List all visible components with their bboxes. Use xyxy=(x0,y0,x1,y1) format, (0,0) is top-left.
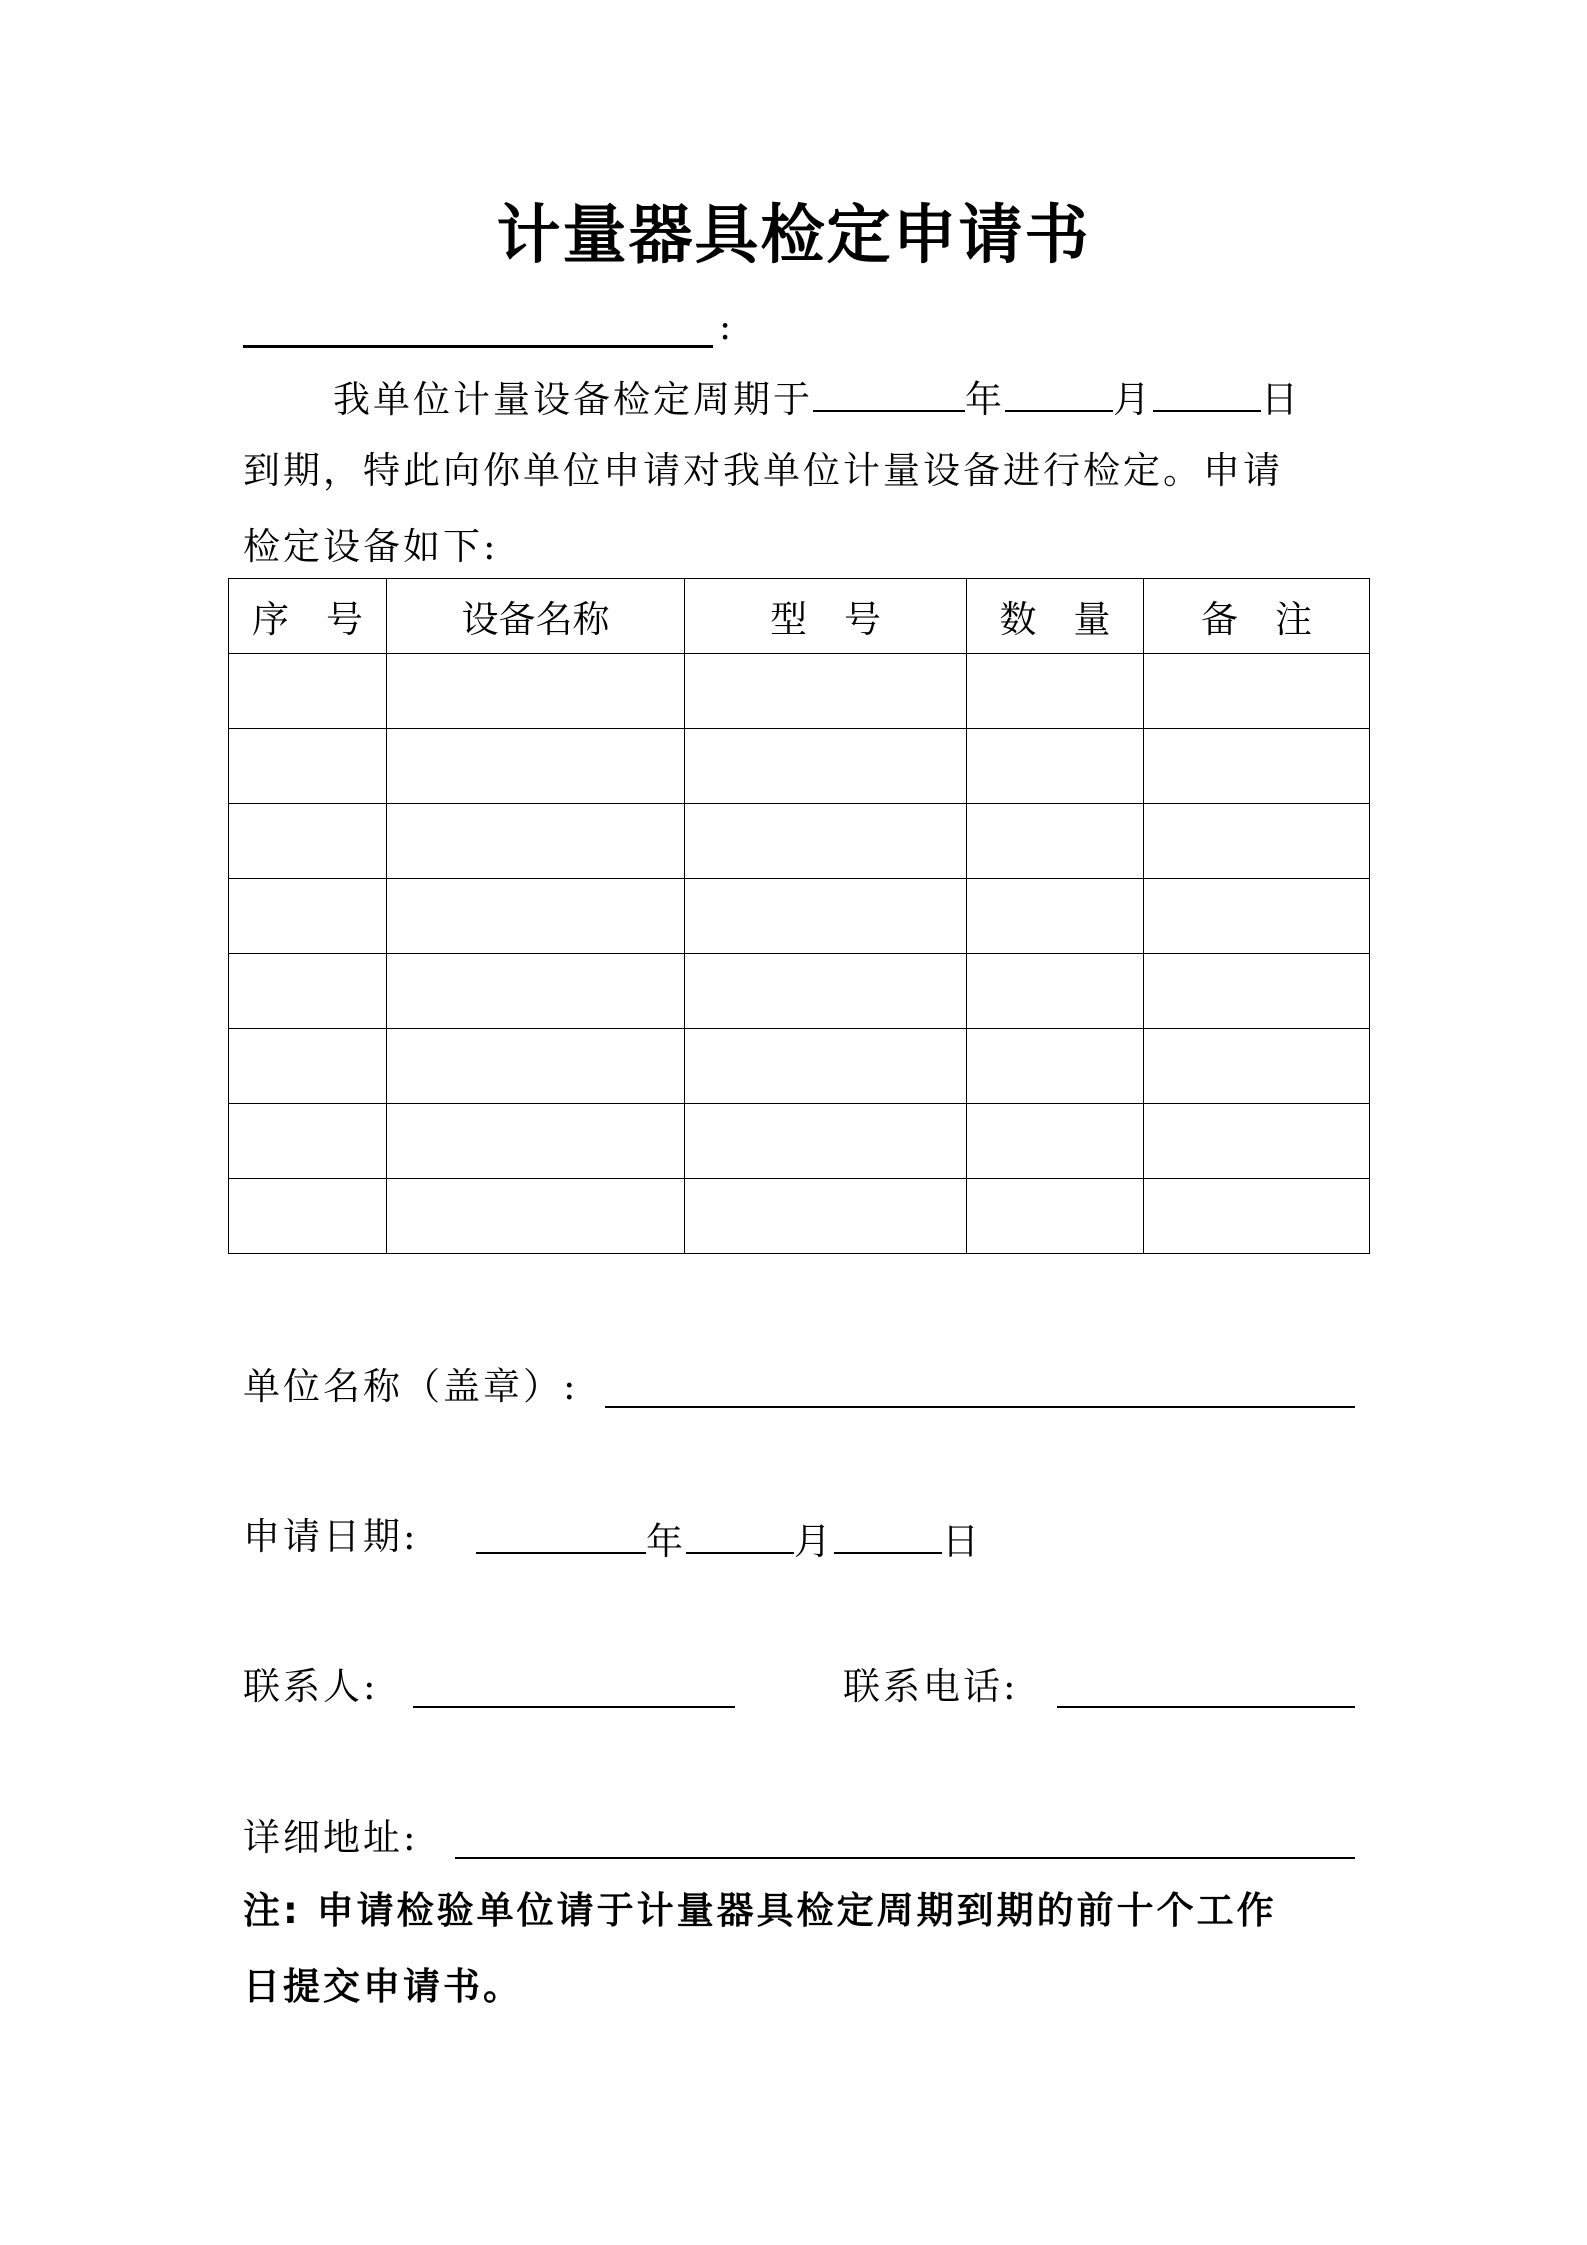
cell-device-name[interactable] xyxy=(387,1104,685,1179)
cell-serial[interactable] xyxy=(229,879,387,954)
phone-blank[interactable] xyxy=(1057,1660,1355,1708)
cell-model[interactable] xyxy=(685,1029,967,1104)
cell-remarks[interactable] xyxy=(1144,729,1370,804)
table-row xyxy=(229,1029,1370,1104)
cell-serial[interactable] xyxy=(229,1179,387,1254)
header-device-name: 设备名称 xyxy=(387,579,685,654)
table-header-row xyxy=(229,579,1370,654)
cell-remarks[interactable] xyxy=(1144,879,1370,954)
cell-quantity[interactable] xyxy=(967,954,1144,1029)
header-serial-number: 序 号 xyxy=(229,579,387,654)
cell-serial[interactable] xyxy=(229,804,387,879)
contact-blank[interactable] xyxy=(413,1660,735,1708)
table-row xyxy=(229,1104,1370,1179)
cell-device-name[interactable] xyxy=(387,804,685,879)
unit-name-blank[interactable] xyxy=(605,1360,1355,1408)
cell-serial[interactable] xyxy=(229,729,387,804)
apply-year-blank[interactable] xyxy=(476,1512,646,1554)
cell-serial[interactable] xyxy=(229,1029,387,1104)
cell-quantity[interactable] xyxy=(967,654,1144,729)
cell-quantity[interactable] xyxy=(967,1179,1144,1254)
cell-quantity[interactable] xyxy=(967,1029,1144,1104)
contact-label: 联系人: xyxy=(243,1665,379,1708)
cell-remarks[interactable] xyxy=(1144,954,1370,1029)
table-row xyxy=(229,954,1370,1029)
cell-serial[interactable] xyxy=(229,1104,387,1179)
addressee-colon: : xyxy=(719,307,732,348)
expiry-year-blank[interactable] xyxy=(813,370,965,412)
address-blank[interactable] xyxy=(455,1811,1355,1859)
table-row xyxy=(229,879,1370,954)
cell-device-name[interactable] xyxy=(387,1179,685,1254)
intro-line-2: 到期，特此向你单位申请对我单位计量设备进行检定。申请 xyxy=(243,449,1283,492)
apply-date-label: 申请日期: xyxy=(243,1515,419,1558)
cell-remarks[interactable] xyxy=(1144,1179,1370,1254)
document-title: 计量器具检定申请书 xyxy=(496,199,1091,273)
cell-remarks[interactable] xyxy=(1144,1029,1370,1104)
cell-model[interactable] xyxy=(685,879,967,954)
intro-line-3: 检定设备如下: xyxy=(243,525,499,568)
note-line-2: 日提交申请书。 xyxy=(243,1965,523,2008)
cell-device-name[interactable] xyxy=(387,879,685,954)
cell-model[interactable] xyxy=(685,1179,967,1254)
cell-quantity[interactable] xyxy=(967,1104,1144,1179)
cell-quantity[interactable] xyxy=(967,879,1144,954)
header-quantity: 数 量 xyxy=(967,579,1144,654)
apply-month-blank[interactable] xyxy=(686,1512,794,1554)
cell-model[interactable] xyxy=(685,654,967,729)
header-remarks: 备 注 xyxy=(1144,579,1370,654)
table-row xyxy=(229,804,1370,879)
phone-label: 联系电话: xyxy=(843,1665,1019,1708)
cell-remarks[interactable] xyxy=(1144,654,1370,729)
table-row xyxy=(229,1179,1370,1254)
header-model: 型 号 xyxy=(685,579,967,654)
addressee-blank[interactable] xyxy=(243,305,713,348)
intro-line-1: 我单位计量设备检定周期于 年 月 日 xyxy=(333,370,1356,425)
cell-model[interactable] xyxy=(685,1104,967,1179)
cell-remarks[interactable] xyxy=(1144,1104,1370,1179)
expiry-day-blank[interactable] xyxy=(1153,370,1261,412)
cell-quantity[interactable] xyxy=(967,729,1144,804)
cell-serial[interactable] xyxy=(229,954,387,1029)
table-row xyxy=(229,729,1370,804)
cell-device-name[interactable] xyxy=(387,954,685,1029)
cell-device-name[interactable] xyxy=(387,1029,685,1104)
expiry-month-blank[interactable] xyxy=(1005,370,1113,412)
cell-model[interactable] xyxy=(685,729,967,804)
addressee-line xyxy=(243,300,731,348)
address-label: 详细地址: xyxy=(243,1816,419,1859)
apply-date-fields: 年 月 日 xyxy=(476,1512,982,1567)
cell-remarks[interactable] xyxy=(1144,804,1370,879)
cell-serial[interactable] xyxy=(229,654,387,729)
apply-day-blank[interactable] xyxy=(834,1512,942,1554)
note-line-1: 注: 申请检验单位请于计量器具检定周期到期的前十个工作 xyxy=(243,1889,1277,1932)
unit-name-label: 单位名称（盖章）: xyxy=(243,1365,579,1408)
cell-quantity[interactable] xyxy=(967,804,1144,879)
table-row xyxy=(229,654,1370,729)
cell-device-name[interactable] xyxy=(387,654,685,729)
cell-model[interactable] xyxy=(685,954,967,1029)
cell-model[interactable] xyxy=(685,804,967,879)
equipment-table xyxy=(228,578,1370,1254)
cell-device-name[interactable] xyxy=(387,729,685,804)
